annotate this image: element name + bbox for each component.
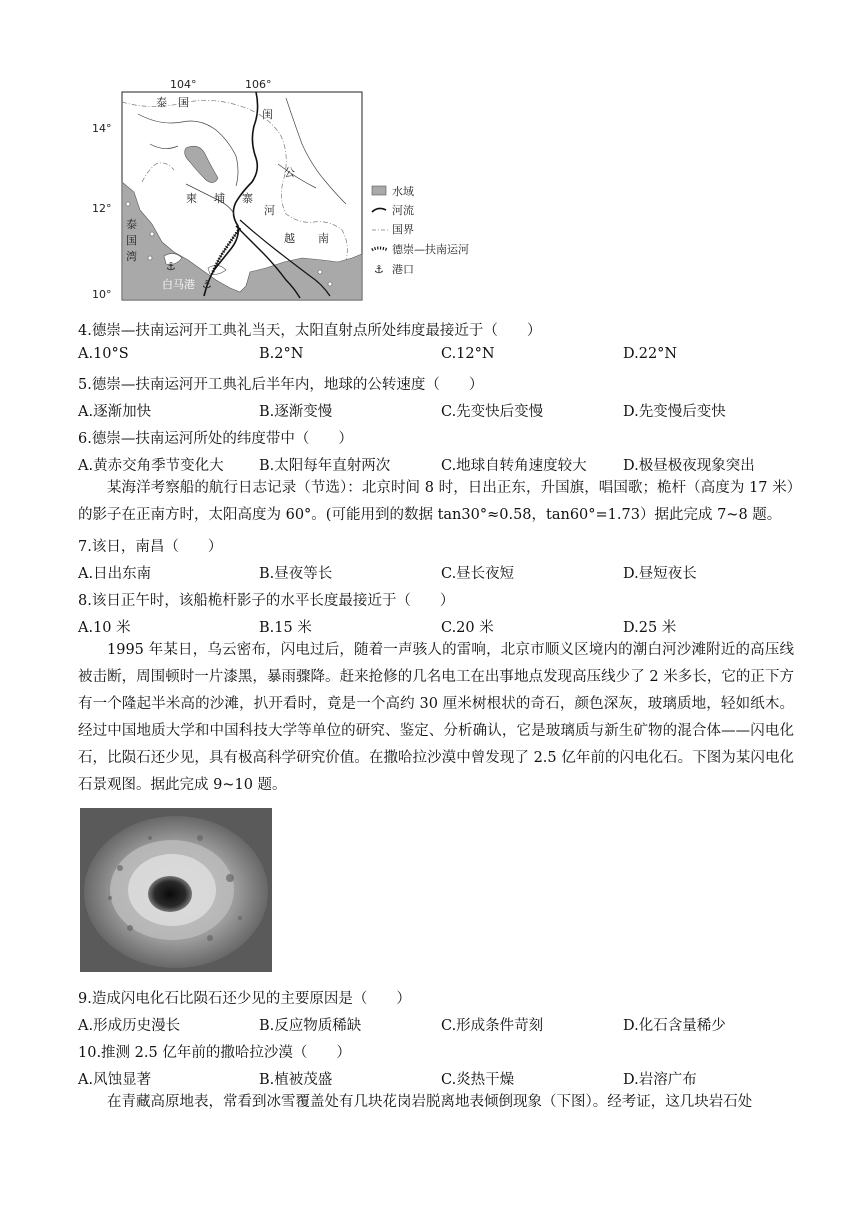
q7-option-a[interactable]: A.日出东南 [78, 566, 152, 582]
q6-option-b[interactable]: B.太阳每年直射两次 [259, 458, 391, 474]
label-gulf-2: 国 [126, 234, 137, 247]
q8-option-b[interactable]: B.15 米 [259, 620, 312, 636]
question-6-stem: 6.德崇—扶南运河所处的纬度带中（ ） [78, 431, 353, 447]
label-he: 河 [264, 204, 275, 217]
q4-option-d[interactable]: D.22°N [623, 346, 678, 362]
passage-lightning-fossil: 1995 年某日，乌云密布，闪电过后，随着一声骇人的雷响，北京市顺义区境内的潮白河沙滩附近的高压线被击断，周围顿时一片漆黑，暴雨骤降。赶来抢修的几名电工在出事地点发现高压线少了 2 米多长，它的正下方有一个隆起半米高的沙滩，扒开看时，竟是一个高约 30 厘米树根状的奇石，颜色深灰，玻璃质地，轻如纸木。经过中国地质大学和中国科技大学等单位的研究、鉴定、分析确认，它是玻璃质与新生矿物的混合体——闪电化石，比陨石还少见，具有极高科学研究价值。在撒哈拉沙漠中曾发现了 2.5 亿年前的闪电化石。下图为某闪电化石景观图。据此完成 9~10 题。 [78, 642, 794, 793]
label-vietnam-1: 越 [284, 232, 295, 245]
svg-text:国界: 国界 [392, 223, 414, 236]
label-cambodia-3: 寨 [242, 192, 253, 205]
passage-ship-log: 某海洋考察船的航行日志记录（节选）：北京时间 8 时，日出正东，升国旗，唱国歌；桅杆（高度为 17 米）的影子在正南方时，太阳高度为 60°。(可能用到的数据 tan30°≈0.58，tan60°=1.73）据此完成 7~8 题。 [78, 480, 794, 523]
label-gulf-3: 湾 [126, 250, 137, 263]
q8-option-d[interactable]: D.25 米 [623, 620, 677, 636]
q10-option-d[interactable]: D.岩溶广布 [623, 1072, 697, 1088]
q9-option-c[interactable]: C.形成条件苛刻 [441, 1018, 544, 1034]
port-anchor-1: ⚓ [166, 260, 176, 273]
label-cambodia-1: 柬 [186, 192, 197, 205]
canal-location-map [90, 74, 510, 306]
q7-option-d[interactable]: D.昼短夜长 [623, 566, 697, 582]
q4-option-a[interactable]: A.10°S [78, 346, 129, 362]
label-port: 白马港 [162, 278, 195, 291]
question-9-stem: 9.造成闪电化石比陨石还少见的主要原因是（ ） [78, 991, 411, 1007]
q6-option-d[interactable]: D.极昼极夜现象突出 [623, 458, 755, 474]
label-gulf-1: 泰 [126, 218, 137, 231]
question-10-stem: 10.推测 2.5 亿年前的撒哈拉沙漠（ ） [78, 1045, 351, 1061]
svg-text:港口: 港口 [392, 263, 414, 276]
passage-tibetan-plateau: 在青藏高原地表，常看到冰雪覆盖处有几块花岗岩脱离地表倾倒现象（下图）。经考证，这几块岩石处 [107, 1094, 753, 1110]
label-gong: 公 [284, 166, 295, 179]
q5-option-d[interactable]: D.先变慢后变快 [623, 404, 726, 420]
label-thailand: 泰 国 [156, 96, 189, 109]
q8-option-c[interactable]: C.20 米 [441, 620, 494, 636]
q5-option-c[interactable]: C.先变快后变慢 [441, 404, 544, 420]
canal-icon [372, 248, 388, 250]
q6-option-a[interactable]: A.黄赤交角季节变化大 [78, 458, 224, 474]
q7-option-b[interactable]: B.昼夜等长 [259, 566, 333, 582]
question-5-stem: 5.德崇—扶南运河开工典礼后半年内，地球的公转速度（ ） [78, 377, 484, 393]
q5-option-a[interactable]: A.逐渐加快 [78, 404, 152, 420]
lon-label-106: 106° [245, 78, 272, 91]
q10-option-c[interactable]: C.炎热干燥 [441, 1072, 515, 1088]
q9-option-a[interactable]: A.形成历史漫长 [78, 1018, 181, 1034]
q9-option-b[interactable]: B.反应物质稀缺 [259, 1018, 362, 1034]
lat-label-12: 12° [92, 202, 112, 215]
question-7-stem: 7.该日，南昌（ ） [78, 539, 223, 555]
lat-label-14: 14° [92, 122, 112, 135]
q8-option-a[interactable]: A.10 米 [78, 620, 131, 636]
question-4-stem: 4.德崇—扶南运河开工典礼当天，太阳直射点所处纬度最接近于（ ） [78, 323, 542, 339]
q4-option-b[interactable]: B.2°N [259, 346, 304, 362]
q9-option-d[interactable]: D.化石含量稀少 [623, 1018, 726, 1034]
label-cambodia-2: 埔 [214, 192, 225, 205]
fulgurite-photo [80, 808, 272, 972]
label-vietnam-2: 南 [318, 232, 329, 245]
svg-text:河流: 河流 [392, 204, 414, 217]
lon-label-104: 104° [170, 78, 197, 91]
q10-option-b[interactable]: B.植被茂盛 [259, 1072, 333, 1088]
q10-option-a[interactable]: A.风蚀显著 [78, 1072, 152, 1088]
lat-label-10: 10° [92, 288, 112, 301]
svg-text:水域: 水域 [392, 185, 414, 198]
label-laos: 闺 [262, 108, 273, 121]
port-anchor-2: ⚓ [202, 278, 212, 291]
map-legend [372, 184, 469, 276]
q7-option-c[interactable]: C.昼长夜短 [441, 566, 515, 582]
q5-option-b[interactable]: B.逐渐变慢 [259, 404, 333, 420]
q4-option-c[interactable]: C.12°N [441, 346, 495, 362]
question-8-stem: 8.该日正午时，该船桅杆影子的水平长度最接近于（ ） [78, 593, 455, 609]
river-icon [372, 208, 386, 212]
anchor-icon: ⚓ [374, 263, 384, 276]
water-icon [372, 186, 386, 195]
q6-option-c[interactable]: C.地球自转角速度较大 [441, 458, 587, 474]
svg-text:德崇—扶南运河: 德崇—扶南运河 [392, 243, 469, 256]
